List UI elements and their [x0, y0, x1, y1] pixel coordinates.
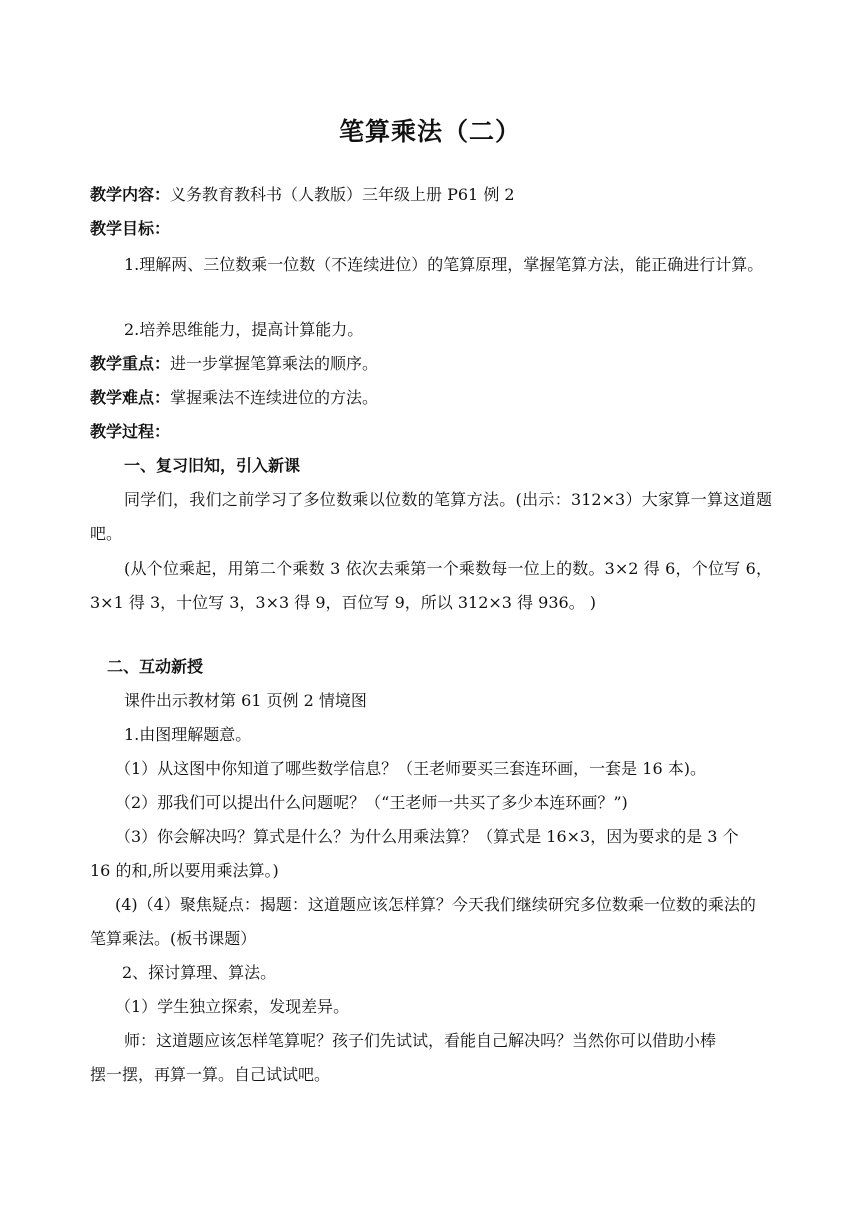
section-1-para-1: 同学们，我们之前学习了多位数乘以位数的笔算方法。(出示：312×3）大家算一算这道题吧。 [90, 490, 772, 543]
question-3-line-2: 16 的和,所以要用乘法算。) [90, 861, 279, 880]
section-2-heading: 二、互动新授 [107, 657, 204, 676]
teaching-content-label: 教学内容： [90, 185, 171, 204]
question-1: （1）从这图中你知道了哪些数学信息？（王老师要买三套连环画，一套是 16 本)。 [115, 759, 706, 778]
teaching-process-label: 教学过程： [90, 422, 171, 441]
teaching-goal-2: 2.培养思维能力，提高计算能力。 [124, 320, 364, 339]
document-title: 笔算乘法（二） [338, 117, 521, 146]
section-1-heading: 一、复习旧知，引入新课 [124, 456, 301, 475]
section-1-para-2: (从个位乘起，用第二个乘数 3 依次去乘第一个乘数每一位上的数。3×2 得 6，个位写 6，3×1 得 3，十位写 3，3×3 得 9，百位写 9，所以 312×3 得 936。 ) [90, 559, 772, 612]
teaching-key-row [90, 353, 378, 375]
teaching-difficulty-row [90, 387, 378, 409]
teacher-prompt-line-1: 师：这道题应该怎样笔算呢？孩子们先试试，看能自己解决吗？当然你可以借助小棒 [124, 1031, 717, 1050]
teaching-key-label: 教学重点： [90, 354, 171, 373]
section-2-step-2: 2、探讨算理、算法。 [122, 963, 277, 982]
teaching-key-value: 进一步掌握笔算乘法的顺序。 [170, 354, 379, 373]
teaching-difficulty-label: 教学难点： [90, 388, 171, 407]
teaching-content-value: 义务教育教科书（人教版）三年级上册 P61 例 2 [170, 185, 515, 204]
section-2-intro: 课件出示教材第 61 页例 2 情境图 [124, 691, 367, 710]
teaching-difficulty-value: 掌握乘法不连续进位的方法。 [170, 388, 379, 407]
question-2: （2）那我们可以提出什么问题呢？（“王老师一共买了多少本连环画？”) [115, 793, 628, 812]
teaching-goals-label: 教学目标： [90, 219, 171, 238]
teaching-content-row [90, 184, 515, 206]
teaching-goal-1: 1.理解两、三位数乘一位数（不连续进位）的笔算原理，掌握笔算方法，能正确进行计算。 [124, 255, 764, 274]
question-4-line-2: 笔算乘法。(板书课题） [90, 929, 257, 948]
teacher-prompt-line-2: 摆一摆，再算一算。自己试试吧。 [90, 1065, 331, 1084]
question-3-line-1: （3）你会解决吗？算式是什么？为什么用乘法算？（算式是 16×3，因为要求的是 3 个 [115, 827, 739, 846]
sub-step-1: （1）学生独立探索，发现差异。 [115, 997, 350, 1016]
section-2-step-1: 1.由图理解题意。 [124, 725, 252, 744]
question-4-line-1: (4)（4）聚焦疑点：揭题：这道题应该怎样算？今天我们继续研究多位数乘一位数的乘法的 [115, 895, 756, 914]
